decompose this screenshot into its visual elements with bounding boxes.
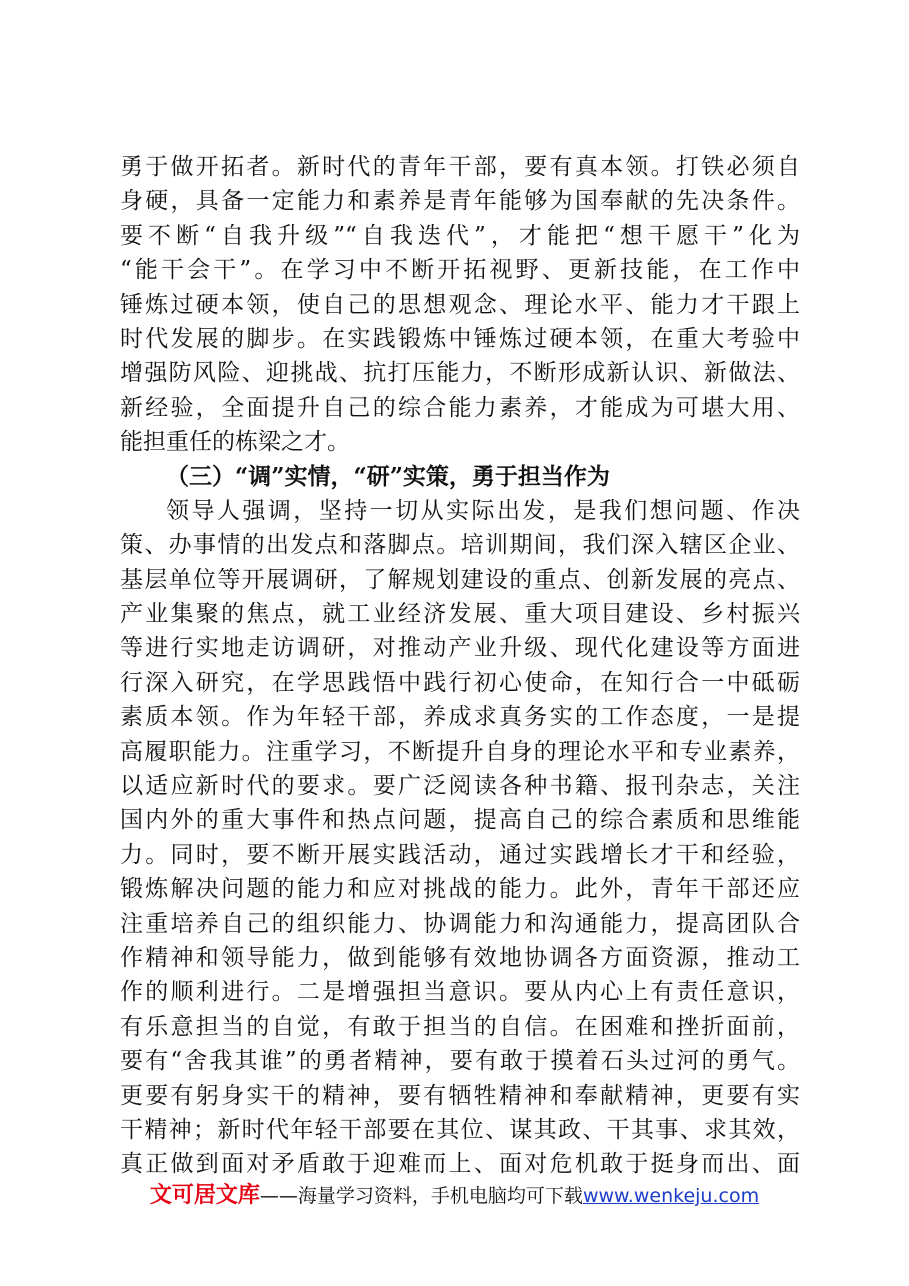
text-line: 注重培养自己的组织能力、协调能力和沟通能力，提高团队合 [120, 910, 800, 937]
text-line: 要有“舍我其谁”的勇者精神，要有敢于摸着石头过河的勇气。 [120, 1048, 800, 1075]
text-line: 策、办事情的出发点和落脚点。培训期间，我们深入辖区企业、 [120, 532, 800, 559]
text-line: 锻炼解决问题的能力和应对挑战的能力。此外，青年干部还应 [120, 876, 800, 903]
document-body [120, 150, 800, 1182]
text-line: 真正做到面对矛盾敢于迎难而上、面对危机敢于挺身而出、面 [120, 1151, 800, 1178]
text-line: 身硬，具备一定能力和素养是青年能够为国奉献的先决条件。 [120, 188, 800, 215]
text-line: 领导人强调，坚持一切从实际出发，是我们想问题、作决 [166, 497, 800, 524]
text-line: 力。同时，要不断开展实践活动，通过实践增长才干和经验， [120, 841, 800, 868]
text-line: 行深入研究，在学思践悟中践行初心使命，在知行合一中砥砺 [120, 669, 800, 696]
text-line: 干精神；新时代年轻干部要在其位、谋其政、干其事、求其效， [120, 1116, 800, 1143]
text-line: 作的顺利进行。二是增强担当意识。要从内心上有责任意识， [120, 979, 800, 1006]
text-line: 作精神和领导能力，做到能够有效地协调各方面资源，推动工 [120, 944, 800, 971]
text-line: 锤炼过硬本领，使自己的思想观念、理论水平、能力才干跟上 [120, 291, 800, 318]
text-line: 要不断“自我升级”“自我迭代”，才能把“想干愿干”化为 [120, 222, 800, 249]
footer-slogan: ——海量学习资料，手机电脑均可下载 [259, 1185, 583, 1207]
text-line: “能干会干”。在学习中不断开拓视野、更新技能，在工作中 [120, 257, 800, 284]
text-line: 新经验，全面提升自己的综合能力素养，才能成为可堪大用、 [120, 394, 800, 421]
text-line: 增强防风险、迎挑战、抗打压能力，不断形成新认识、新做法、 [120, 360, 800, 387]
paragraph-1 [120, 150, 800, 460]
text-line: 素质本领。作为年轻干部，养成求真务实的工作态度，一是提 [120, 704, 800, 731]
text-line: 勇于做开拓者。新时代的青年干部，要有真本领。打铁必须自 [120, 154, 800, 180]
footer-website-link[interactable]: www.wenkeju.com [582, 1185, 760, 1207]
text-line: 以适应新时代的要求。要广泛阅读各种书籍、报刊杂志，关注 [120, 773, 800, 800]
paragraph-2 [120, 494, 800, 1182]
text-line: 有乐意担当的自觉，有敢于担当的自信。在困难和挫折面前， [120, 1013, 800, 1040]
text-line: 基层单位等开展调研，了解规划建设的重点、创新发展的亮点、 [120, 566, 800, 593]
text-line: 更要有躬身实干的精神，要有牺牲精神和奉献精神，更要有实 [120, 1082, 800, 1109]
footer-banner [0, 1182, 909, 1210]
text-line: 高履职能力。注重学习，不断提升自身的理论水平和专业素养， [120, 738, 800, 765]
footer-brand: 文可居文库 [149, 1183, 260, 1208]
text-line: 能担重任的栋梁之才。 [120, 429, 350, 456]
section-heading: （三）“调”实情，“研”实策，勇于担当作为 [166, 462, 610, 490]
text-line: 产业集聚的焦点，就工业经济发展、重大项目建设、乡村振兴 [120, 601, 800, 628]
text-line: 国内外的重大事件和热点问题，提高自己的综合素质和思维能 [120, 807, 800, 834]
text-line: 等进行实地走访调研，对推动产业升级、现代化建设等方面进 [120, 635, 800, 662]
text-line: 时代发展的脚步。在实践锻炼中锤炼过硬本领，在重大考验中 [120, 325, 800, 352]
